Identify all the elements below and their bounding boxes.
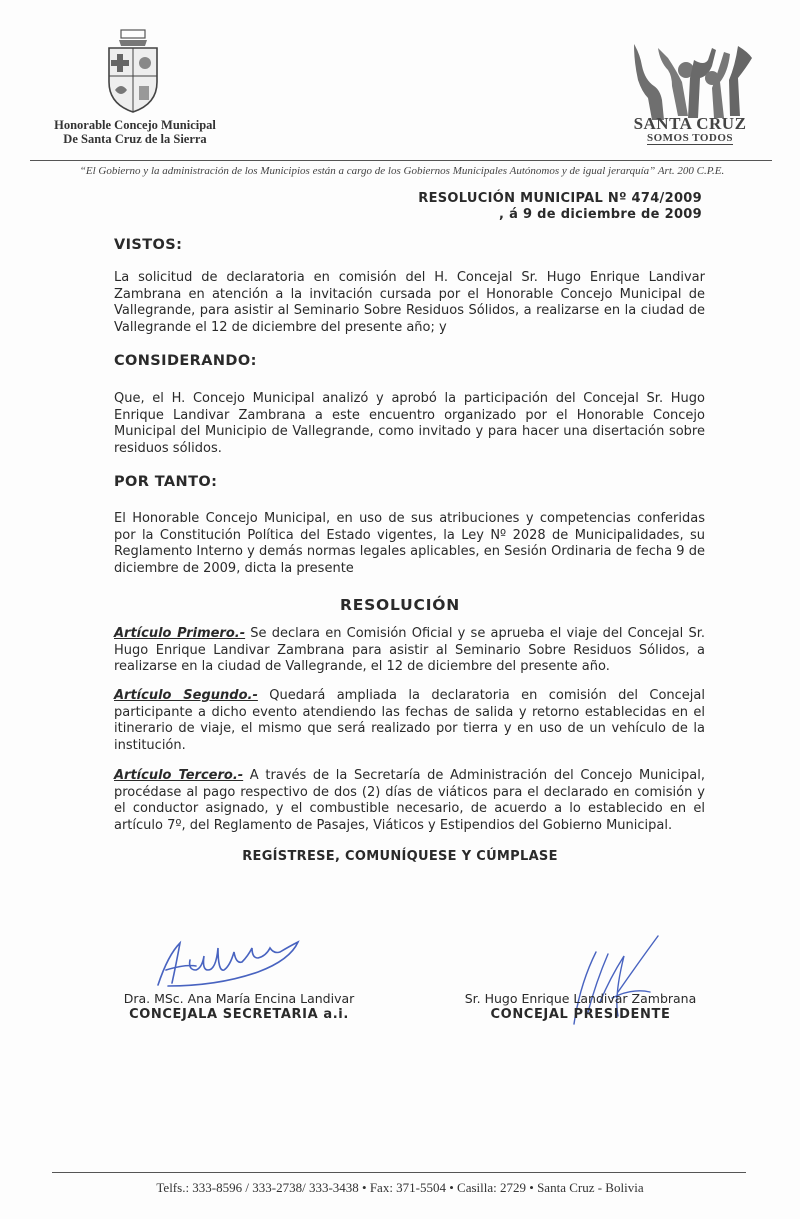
resolucion-heading: RESOLUCIÓN	[339, 596, 461, 614]
article-third	[114, 768, 705, 834]
closing-formula: REGÍSTRESE, COMUNÍQUESE Y CÚMPLASE	[242, 849, 558, 864]
vistos-heading: VISTOS:	[114, 237, 183, 253]
header-divider	[30, 160, 772, 161]
brand-title: SANTA CRUZ	[633, 114, 747, 133]
brand-subtitle: SOMOS TODOS	[646, 132, 734, 144]
resolution-reference	[418, 191, 702, 223]
portanto-heading: POR TANTO:	[114, 474, 218, 490]
article-first-text: Se declara en Comisión Oficial y se aprueba el viaje del Concejal Sr. Hugo Enrique Landivar Zambrana para asistir al Seminario Sobre Residuos Sólidos, a realizarse en la ciudad de Vallegrande, el 12 de diciembre del presente año.	[114, 626, 705, 674]
signer-2-title: CONCEJAL PRESIDENTE	[490, 1007, 671, 1022]
article-third-text: A través de la Secretaría de Administración del Concejo Municipal, procédase al pago respectivo de dos (2) días de viáticos para el declarado en comisión y el conductor asignado, y el combustible necesario, de acuerdo a lo establecido en el artículo 7º, del Reglamento de Pasajes, Viáticos y Estipendios del Gobierno Municipal.	[114, 768, 705, 833]
resolution-date: , á 9 de diciembre de 2009	[499, 207, 702, 222]
article-second-text: Quedará ampliada la declaratoria en comisión del Concejal participante a dicho evento atendiendo las fechas de salida y retorno establecidas en el itinerario de viaje, el mismo que será realizado por tierra y en uso de un vehículo de la institución.	[114, 688, 705, 753]
constitution-quote: “El Gobierno y la administración de los Municipios están a cargo de los Gobiernos Municipales Autónomos y de igual jerarquía” Art. 200 C.P.E.	[79, 165, 725, 177]
footer-divider	[52, 1172, 746, 1173]
article-third-label: Artículo Tercero.-	[114, 768, 244, 783]
article-second	[114, 688, 705, 754]
footer-contact: Telfs.: 333-8596 / 333-2738/ 333-3438 • Fax: 371-5504 • Casilla: 2729 • Santa Cruz - Bolivia	[156, 1180, 644, 1195]
vistos-text: La solicitud de declaratoria en comisión del H. Concejal Sr. Hugo Enrique Landivar Zambrana en atención a la invitación cursada por el Honorable Concejo Municipal de Vallegrande, para asistir al Seminario Sobre Residuos Sólidos, a realizarse en la ciudad de Vallegrande el 12 de diciembre del presente año; y	[114, 270, 705, 335]
portanto-text: El Honorable Concejo Municipal, en uso de sus atribuciones y competencias conferidas por la Constitución Política del Estado vigentes, la Ley Nº 2028 de Municipalidades, su Reglamento Interno y demás normas legales aplicables, en Sesión Ordinaria de fecha 9 de diciembre de 2009, dicta la presente	[114, 511, 705, 576]
signer-2-name: Sr. Hugo Enrique Landivar Zambrana	[464, 991, 697, 1006]
considerando-text: Que, el H. Concejo Municipal analizó y aprobó la participación del Concejal Sr. Hugo Enrique Landivar Zambrana a este encuentro organizado por el Honorable Concejo Municipal del Municipio de Vallegrande, como invitado y para hacer una disertación sobre residuos sólidos.	[114, 391, 705, 456]
organization-name: Honorable Concejo Municipal De Santa Cruz de la Sierra	[54, 118, 216, 146]
signature-secretaria-icon	[150, 930, 340, 1000]
article-first-label: Artículo Primero.-	[114, 626, 246, 641]
resolution-number: RESOLUCIÓN MUNICIPAL Nº 474/2009	[418, 191, 702, 206]
article-first	[114, 626, 705, 676]
signer-1-title: CONCEJALA SECRETARIA a.i.	[129, 1007, 349, 1022]
article-second-label: Artículo Segundo.-	[114, 688, 258, 703]
coat-of-arms-icon	[103, 28, 163, 116]
considerando-heading: CONSIDERANDO:	[114, 353, 257, 369]
signer-1-name: Dra. MSc. Ana María Encina Landivar	[123, 991, 355, 1006]
